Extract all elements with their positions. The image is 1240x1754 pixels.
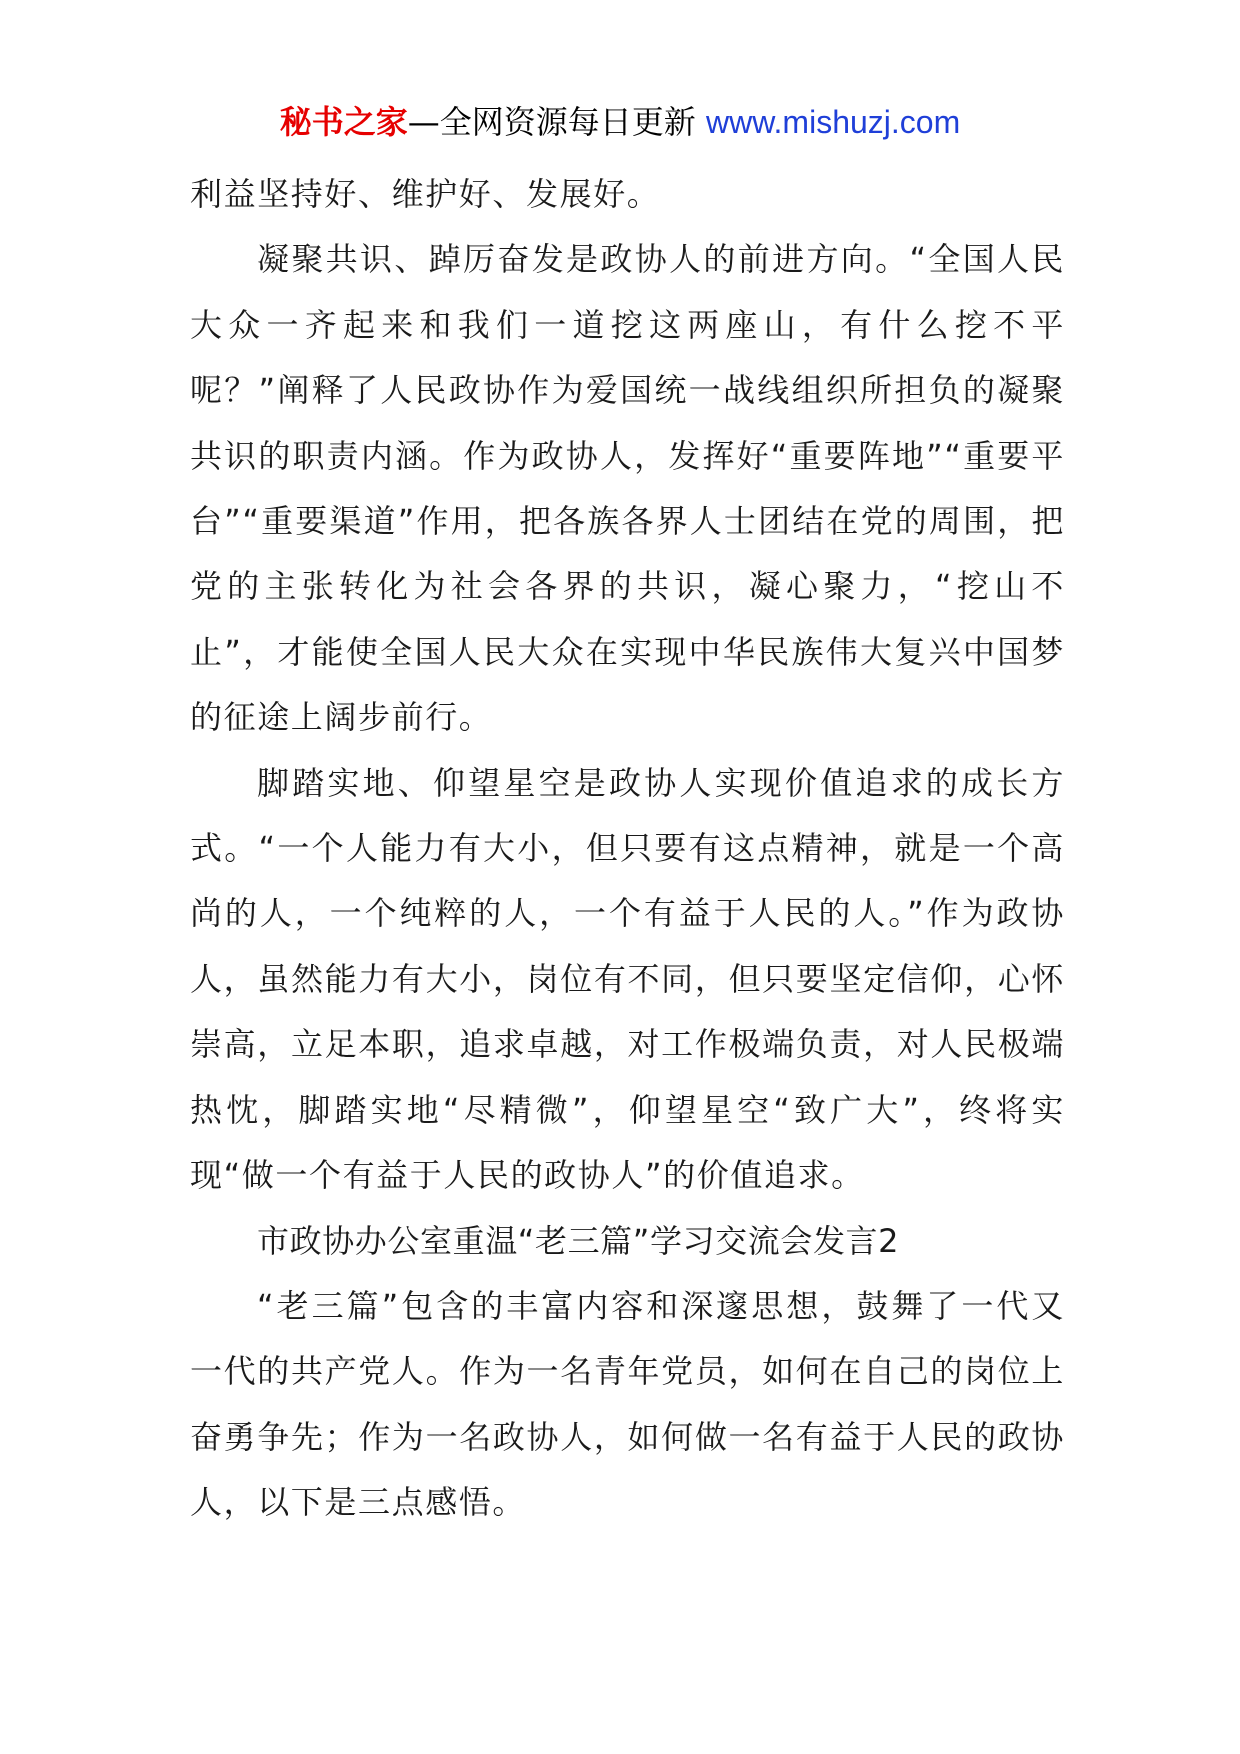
site-header — [0, 100, 1240, 144]
site-brand-name: 秘书之家 — [279, 103, 408, 141]
paragraph: 脚踏实地、仰望星空是政协人实现价值追求的成长方式。“一个人能力有大小，但只要有这点精神，就是一个高尚的人，一个纯粹的人，一个有益于人民的人。”作为政协人，虽然能力有大小，岗位有不同，但只要坚定信仰，心怀崇高，立足本职，追求卓越，对工作极端负责，对人民极端热忱，脚踏实地“尽精微”，仰望星空“致广大”，终将实现“做一个有益于人民的政协人”的价值追求。 — [190, 763, 1065, 1195]
paragraph: “老三篇”包含的丰富内容和深邃思想，鼓舞了一代又一代的共产党人。作为一名青年党员，如何在自己的岗位上奋勇争先；作为一名政协人，如何做一名有益于人民的政协人，以下是三点感悟。 — [190, 1286, 1065, 1522]
site-tagline: —全网资源每日更新 — [407, 103, 696, 141]
paragraph: 凝聚共识、踔厉奋发是政协人的前进方向。“全国人民大众一齐起来和我们一道挖这两座山，有什么挖不平呢？”阐释了人民政协作为爱国统一战线组织所担负的凝聚共识的职责内涵。作为政协人，发挥好“重要阵地”“重要平台”“重要渠道”作用，把各族各界人士团结在党的周围，把党的主张转化为社会各界的共识，凝心聚力，“挖山不止”，才能使全国人民大众在实现中华民族伟大复兴中国梦的征途上阔步前行。 — [190, 240, 1065, 737]
section-title: 市政协办公室重温“老三篇”学习交流会发言2 — [257, 1221, 900, 1260]
document-body — [190, 162, 1065, 1536]
paragraph-continuation: 利益坚持好、维护好、发展好。 — [190, 175, 661, 213]
site-url-link[interactable]: www.mishuzj.com — [705, 104, 961, 140]
